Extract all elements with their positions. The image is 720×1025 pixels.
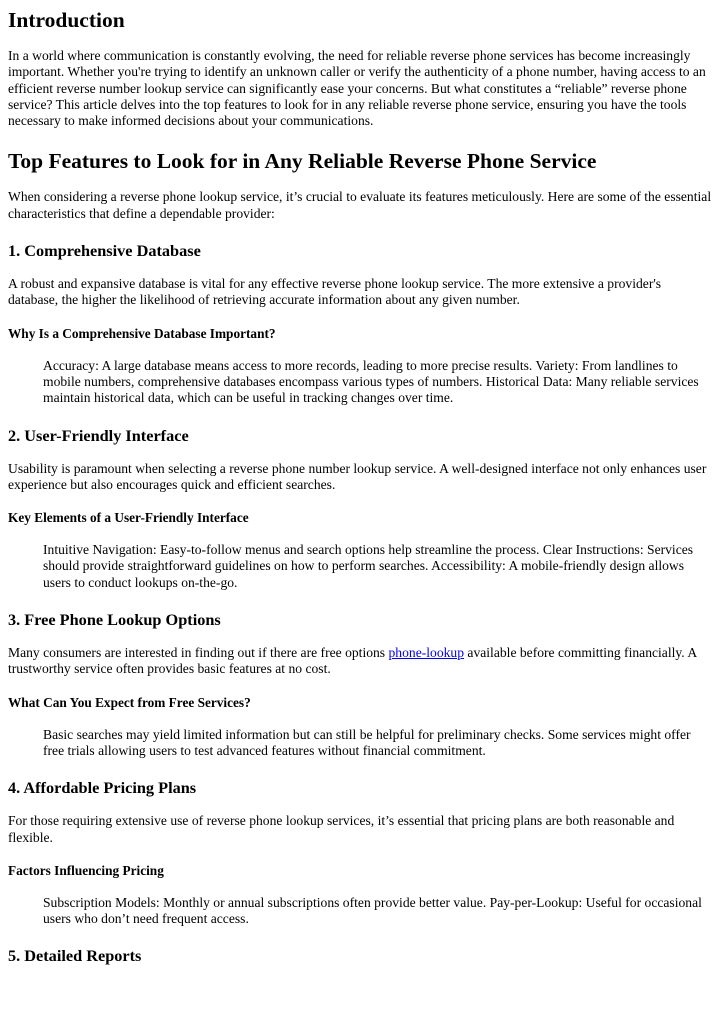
interface-quote: Intuitive Navigation: Easy-to-follow menus and search options help streamline the process. Clear Instructions: Services should provide straightforward guidelines on how to perform searches. Accessibility: A mobile-friendly design allows users to conduct lookups on-the-go. xyxy=(43,542,694,590)
pricing-paragraph: For those requiring extensive use of reverse phone lookup services, it’s essential that pricing plans are both reasonable and flexible. xyxy=(8,813,675,845)
pricing-heading: 4. Affordable Pricing Plans xyxy=(8,778,197,798)
intro-paragraph: In a world where communication is constantly evolving, the need for reliable reverse phone services has become increasingly important. Whether you're trying to identify an unknown caller or verify the authenticity of a phone number, having access to an efficient reverse number lookup service can significantly ease your concerns. But what constitutes a “reliable” reverse phone service? This article delves into the top features to look for in any reliable reverse phone service, ensuring you have the tools necessary to make informed decisions about your communications. xyxy=(8,48,706,129)
database-subheading: Why Is a Comprehensive Database Important? xyxy=(8,325,276,341)
interface-paragraph: Usability is paramount when selecting a reverse phone number lookup service. A well-designed interface not only enhances user experience but also encourages quick and efficient searches. xyxy=(8,460,707,492)
phone-lookup-link[interactable]: phone-lookup xyxy=(388,645,465,661)
reports-heading: 5. Detailed Reports xyxy=(8,946,142,966)
free-quote: Basic searches may yield limited information but can still be helpful for preliminary checks. Some services might offer free trials allowing users to test advanced features without financial commitment. xyxy=(43,726,691,758)
interface-subheading: Key Elements of a User-Friendly Interface xyxy=(8,510,249,526)
interface-heading: 2. User-Friendly Interface xyxy=(8,425,189,445)
intro-heading: Introduction xyxy=(8,8,125,32)
free-paragraph-end: available before committing financially. A trustworthy service often provides basic features at no cost. xyxy=(8,645,697,677)
features-paragraph: When considering a reverse phone lookup service, it’s crucial to evaluate its features meticulously. Here are some of the essential characteristics that define a dependable provider: xyxy=(8,189,712,221)
database-heading: 1. Comprehensive Database xyxy=(8,241,201,261)
free-paragraph-start: Many consumers are interested in finding out if there are free options xyxy=(8,645,389,661)
free-subheading: What Can You Expect from Free Services? xyxy=(8,694,251,710)
pricing-subheading: Factors Influencing Pricing xyxy=(8,862,164,878)
pricing-quote: Subscription Models: Monthly or annual subscriptions often provide better value. Pay-per-Lookup: Useful for occasional users who don’t need frequent access. xyxy=(43,894,702,927)
database-paragraph: A robust and expansive database is vital for any effective reverse phone lookup service. The more extensive a provider's database, the higher the likelihood of retrieving accurate information about any given number. xyxy=(8,276,662,308)
database-quote: Accuracy: A large database means access to more records, leading to more precise results. Variety: From landlines to mobile numbers, comprehensive databases encompass various types of numbers. Historical Data: Many reliable services maintain historical data, which can be useful in tracking changes over time. xyxy=(43,357,699,406)
article xyxy=(0,8,720,965)
features-heading: Top Features to Look for in Any Reliable Reverse Phone Service xyxy=(8,149,597,174)
free-heading: 3. Free Phone Lookup Options xyxy=(8,610,221,630)
free-paragraph xyxy=(8,645,712,678)
